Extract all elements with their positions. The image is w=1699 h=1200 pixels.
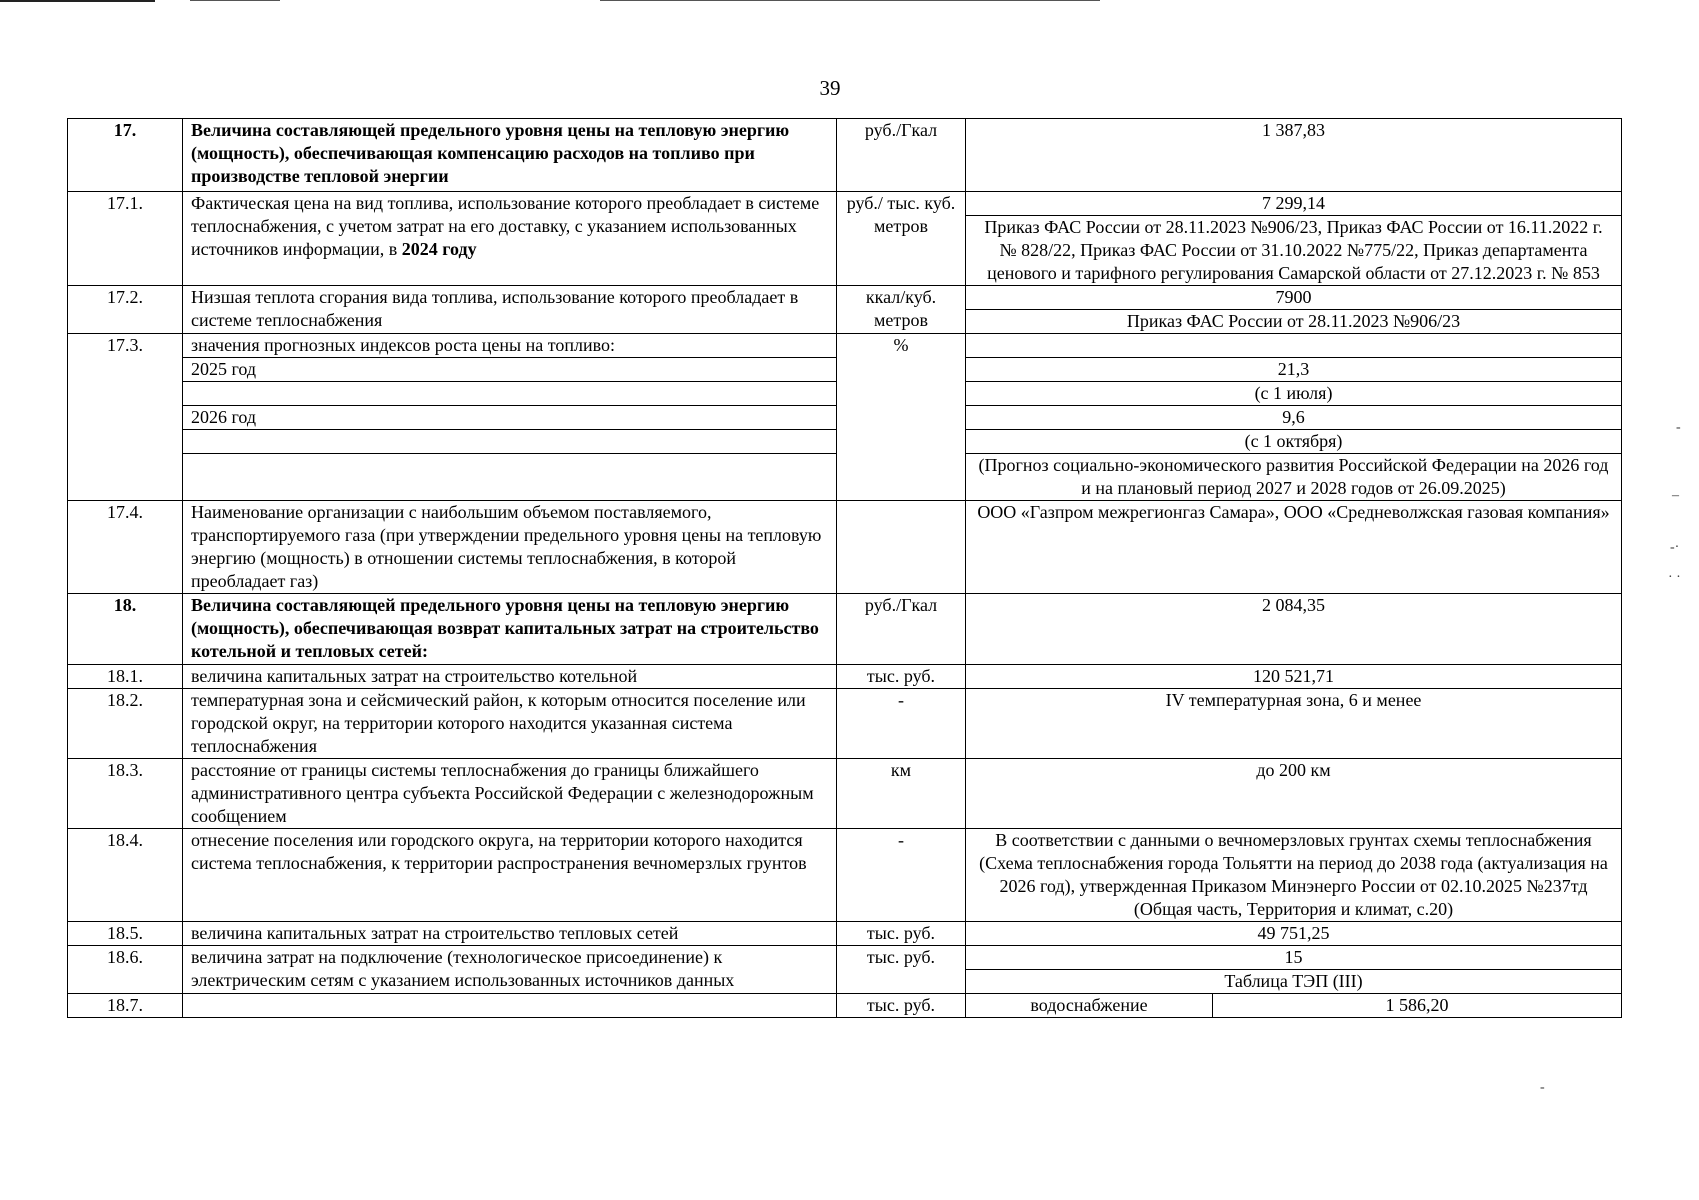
description-subrow <box>183 430 836 454</box>
tariff-table <box>67 118 1622 1018</box>
row-number: 18.4. <box>68 829 183 922</box>
row-unit: - <box>837 689 966 759</box>
value-text: (с 1 июля) <box>966 382 1621 406</box>
row-number: 18.5. <box>68 922 183 946</box>
row-number: 17.2. <box>68 286 183 334</box>
row-description: Наименование организации с наибольшим объемом поставляемого, транспортируемого газа (при утверждении предельного уровня цены на тепловую энергию (мощность) в отношении системы теплоснабжения, в которой преобладает газ) <box>183 501 837 594</box>
row-unit: тыс. руб. <box>837 946 966 994</box>
margin-mark: - <box>1540 1080 1545 1095</box>
description-text: Фактическая цена на вид топлива, использование которого преобладает в системе теплоснабжения, с учетом затрат на его доставку, с указанием использованных источников информации, в <box>191 193 820 259</box>
row-description: величина затрат на подключение (технологическое присоединение) к электрическим сетям с указанием использованных источников данных <box>183 946 837 994</box>
row-value <box>966 286 1622 334</box>
value-text: 120 521,71 <box>1253 666 1334 686</box>
row-value <box>966 594 1622 665</box>
value-text: 7900 <box>966 286 1621 310</box>
row-value <box>966 501 1622 594</box>
margin-mark: -· <box>1670 540 1680 555</box>
row-description <box>183 994 837 1018</box>
row-description: расстояние от границы системы теплоснабжения до границы ближайшего административного центра субъекта Российской Федерации с железнодорожным сообщением <box>183 759 837 829</box>
description-subrow <box>183 454 836 500</box>
description-subrow <box>183 382 836 406</box>
row-value <box>966 994 1622 1018</box>
row-unit: км <box>837 759 966 829</box>
row-description: отнесение поселения или городского округа, на территории которого находится система теплоснабжения, к территории распространения вечномерзлых грунтов <box>183 829 837 922</box>
source-text: (Прогноз социально-экономического развития Российской Федерации на 2026 год и на плановый период 2027 и 2028 годов от 26.09.2025) <box>978 455 1609 498</box>
value-text: 15 <box>966 946 1621 970</box>
row-unit <box>837 501 966 594</box>
row-number: 18.3. <box>68 759 183 829</box>
row-unit: руб./Гкал <box>837 594 966 665</box>
row-description: Низшая теплота сгорания вида топлива, использование которого преобладает в системе теплоснабжения <box>183 286 837 334</box>
value-text: 1 387,83 <box>1262 120 1325 140</box>
top-edge-line <box>0 0 155 2</box>
row-value <box>966 689 1622 759</box>
row-number: 18.2. <box>68 689 183 759</box>
value-text: 1 586,20 <box>1385 995 1449 1015</box>
table-row <box>68 994 1622 1018</box>
row-unit: тыс. руб. <box>837 665 966 689</box>
value-text: IV температурная зона, 6 и менее <box>1165 690 1422 710</box>
table-row <box>68 192 1622 286</box>
row-unit: тыс. руб. <box>837 922 966 946</box>
value-text: 7 299,14 <box>966 192 1621 216</box>
row-unit: - <box>837 829 966 922</box>
row-description: величина капитальных затрат на строительство тепловых сетей <box>183 922 837 946</box>
source-text: Приказ ФАС России от 28.11.2023 №906/23, Приказ ФАС России от 16.11.2022 г. № 828/22, Приказ ФАС России от 31.10.2022 №775/22, Приказ департамента ценового и тарифного регулирования Самарской области от 27.12.2023 г. № 853 <box>984 217 1603 283</box>
value-text: ООО «Газпром межрегионгаз Самара», ООО «Средневолжская газовая компания» <box>977 502 1610 522</box>
top-edge-dash <box>190 0 280 1</box>
table-row <box>68 922 1622 946</box>
value-label: водоснабжение <box>966 994 1213 1017</box>
table-row <box>68 119 1622 192</box>
row-value <box>966 665 1622 689</box>
row-description: температурная зона и сейсмический район, к которым относится поселение или городской округ, на территории которого находится указанная система теплоснабжения <box>183 689 837 759</box>
margin-mark: – <box>1672 488 1679 503</box>
row-description: величина капитальных затрат на строительство котельной <box>183 665 837 689</box>
table-row <box>68 946 1622 994</box>
table-row <box>68 286 1622 334</box>
row-description <box>183 192 837 286</box>
value-text: 49 751,25 <box>1257 923 1330 943</box>
value-text <box>966 334 1621 358</box>
table-row <box>68 829 1622 922</box>
row-number: 17.3. <box>68 334 183 501</box>
row-number: 18. <box>68 594 183 665</box>
row-value <box>966 119 1622 192</box>
value-text: 2 084,35 <box>1262 595 1325 615</box>
row-description: Величина составляющей предельного уровня цены на тепловую энергию (мощность), обеспечивающая возврат капитальных затрат на строительство котельной и тепловых сетей: <box>183 594 837 665</box>
row-unit: руб./ тыс. куб. метров <box>837 192 966 286</box>
row-number: 17. <box>68 119 183 192</box>
value-text: 21,3 <box>966 358 1621 382</box>
row-value <box>966 334 1622 501</box>
table-row <box>68 689 1622 759</box>
value-text: до 200 км <box>1256 760 1331 780</box>
row-value <box>966 759 1622 829</box>
row-number: 18.6. <box>68 946 183 994</box>
row-value <box>966 946 1622 994</box>
description-subrow: 2025 год <box>183 358 836 382</box>
table-row <box>68 759 1622 829</box>
source-text: Таблица ТЭП (III) <box>1224 971 1363 991</box>
row-unit: ккал/куб. метров <box>837 286 966 334</box>
value-text: В соответствии с данными о вечномерзловых грунтах схемы теплоснабжения (Схема теплоснабжения города Тольятти на период до 2038 года (актуализация на 2026 год), утвержденная Приказом Минэнерго России от 02.10.2025 №237тд (Общая часть, Территория и климат, с.20) <box>979 830 1608 919</box>
source-text: Приказ ФАС России от 28.11.2023 №906/23 <box>1126 311 1461 331</box>
description-subrow: 2026 год <box>183 406 836 430</box>
table-row <box>68 334 1622 501</box>
top-edge-dash <box>600 0 1100 1</box>
row-description <box>183 334 837 501</box>
description-subrow: значения прогнозных индексов роста цены на топливо: <box>183 334 836 358</box>
row-number: 18.1. <box>68 665 183 689</box>
row-value <box>966 192 1622 286</box>
table-row <box>68 665 1622 689</box>
row-value <box>966 829 1622 922</box>
row-number: 18.7. <box>68 994 183 1018</box>
margin-mark: - <box>1676 420 1681 435</box>
value-text: (с 1 октября) <box>966 430 1621 454</box>
value-text: 9,6 <box>966 406 1621 430</box>
row-unit: руб./Гкал <box>837 119 966 192</box>
table-row <box>68 594 1622 665</box>
table-row <box>68 501 1622 594</box>
row-description: Величина составляющей предельного уровня цены на тепловую энергию (мощность), обеспечивающая компенсацию расходов на топливо при производстве тепловой энергии <box>183 119 837 192</box>
row-number: 17.4. <box>68 501 183 594</box>
row-value <box>966 922 1622 946</box>
row-number: 17.1. <box>68 192 183 286</box>
row-unit: тыс. руб. <box>837 994 966 1018</box>
description-bold-tail: 2024 году <box>401 239 477 259</box>
page-number: 39 <box>819 76 841 100</box>
row-unit: % <box>837 334 966 501</box>
margin-mark: · · <box>1668 570 1681 585</box>
